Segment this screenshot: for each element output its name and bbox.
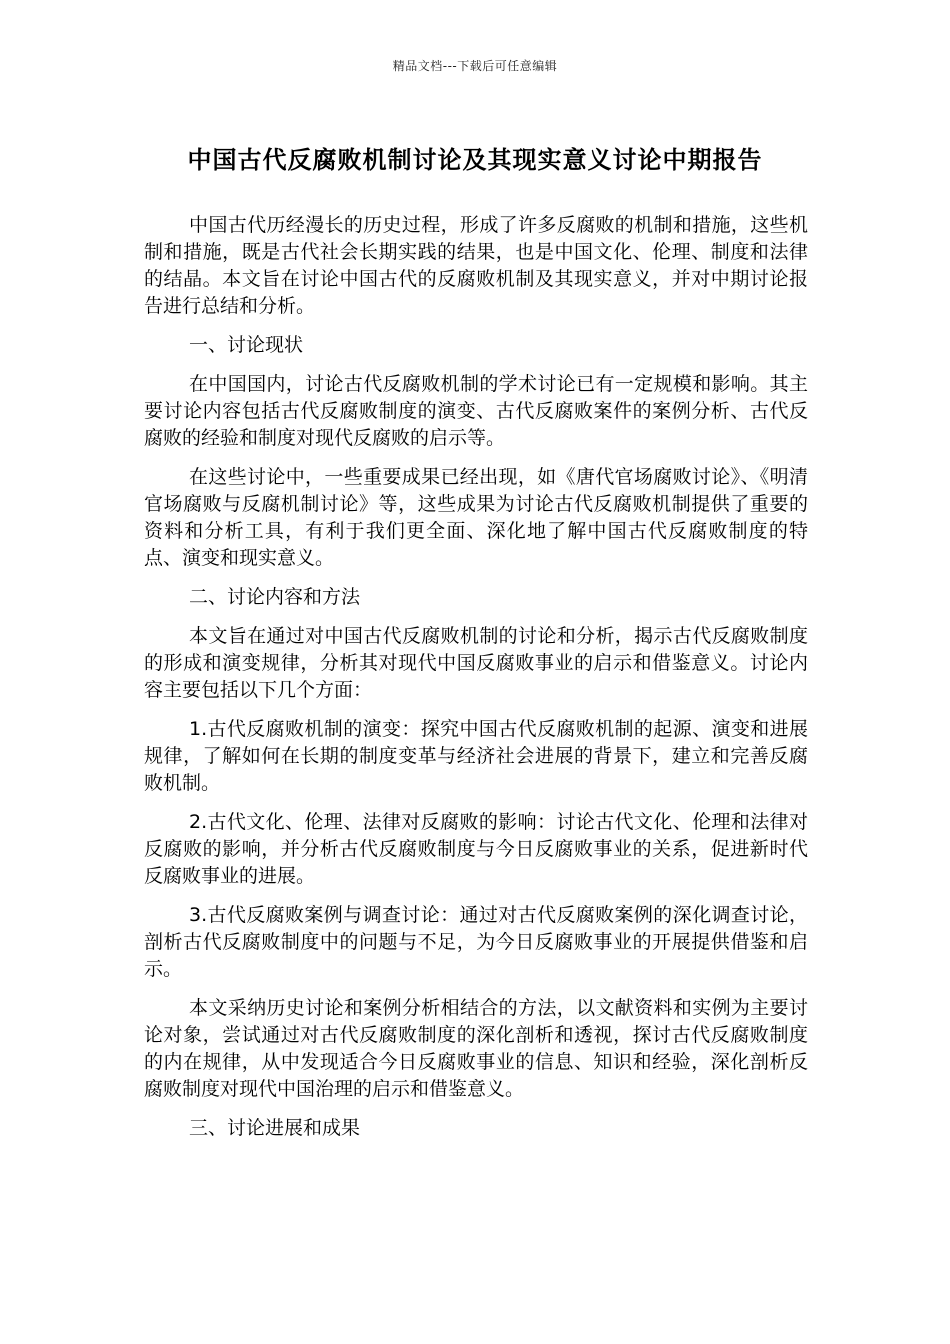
paragraph-status: 在中国国内，讨论古代反腐败机制的学术讨论已有一定规模和影响。其主要讨论内容包括古代反腐败制度的演变、古代反腐败案件的案例分析、古代反腐败的经验和制度对现代反腐败的启示等。 [144, 373, 808, 449]
section-heading-2: 二、讨论内容和方法 [189, 586, 361, 608]
intro-paragraph: 中国古代历经漫长的历史过程，形成了许多反腐败的机制和措施，这些机制和措施，既是古代社会长期实践的结果，也是中国文化、伦理、制度和法律的结晶。本文旨在讨论中国古代的反腐败机制及其现实意义，并对中期讨论报告进行总结和分析。 [144, 214, 808, 317]
document-body [144, 212, 808, 1154]
list-item-2: 2.古代文化、伦理、法律对反腐败的影响：讨论古代文化、伦理和法律对反腐败的影响，并分析古代反腐败制度与今日反腐败事业的关系，促进新时代反腐败事业的进展。 [144, 811, 808, 887]
header-note: 精品文档---下载后可任意编辑 [392, 59, 558, 73]
section-heading-3: 三、讨论进展和成果 [189, 1117, 361, 1139]
list-item-1: 1.古代反腐败机制的演变：探究中国古代反腐败机制的起源、演变和进展规律，了解如何在长期的制度变革与经济社会进展的背景下，建立和完善反腐败机制。 [144, 718, 808, 794]
section-heading-1: 一、讨论现状 [189, 334, 304, 356]
document-title: 中国古代反腐败机制讨论及其现实意义讨论中期报告 [187, 146, 763, 174]
paragraph-aims: 本文旨在通过对中国古代反腐败机制的讨论和分析，揭示古代反腐败制度的形成和演变规律，分析其对现代中国反腐败事业的启示和借鉴意义。讨论内容主要包括以下几个方面： [144, 625, 808, 701]
list-item-3: 3.古代反腐败案例与调查讨论：通过对古代反腐败案例的深化调查讨论，剖析古代反腐败制度中的问题与不足，为今日反腐败事业的开展提供借鉴和启示。 [144, 904, 808, 980]
paragraph-method: 本文采纳历史讨论和案例分析相结合的方法，以文献资料和实例为主要讨论对象，尝试通过对古代反腐败制度的深化剖析和透视，探讨古代反腐败制度的内在规律，从中发现适合今日反腐败事业的信息、知识和经验，深化剖析反腐败制度对现代中国治理的启示和借鉴意义。 [144, 997, 808, 1100]
paragraph-achievements: 在这些讨论中，一些重要成果已经出现，如《唐代官场腐败讨论》、《明清官场腐败与反腐机制讨论》等，这些成果为讨论古代反腐败机制提供了重要的资料和分析工具，有利于我们更全面、深化地了解中国古代反腐败制度的特点、演变和现实意义。 [144, 466, 808, 569]
